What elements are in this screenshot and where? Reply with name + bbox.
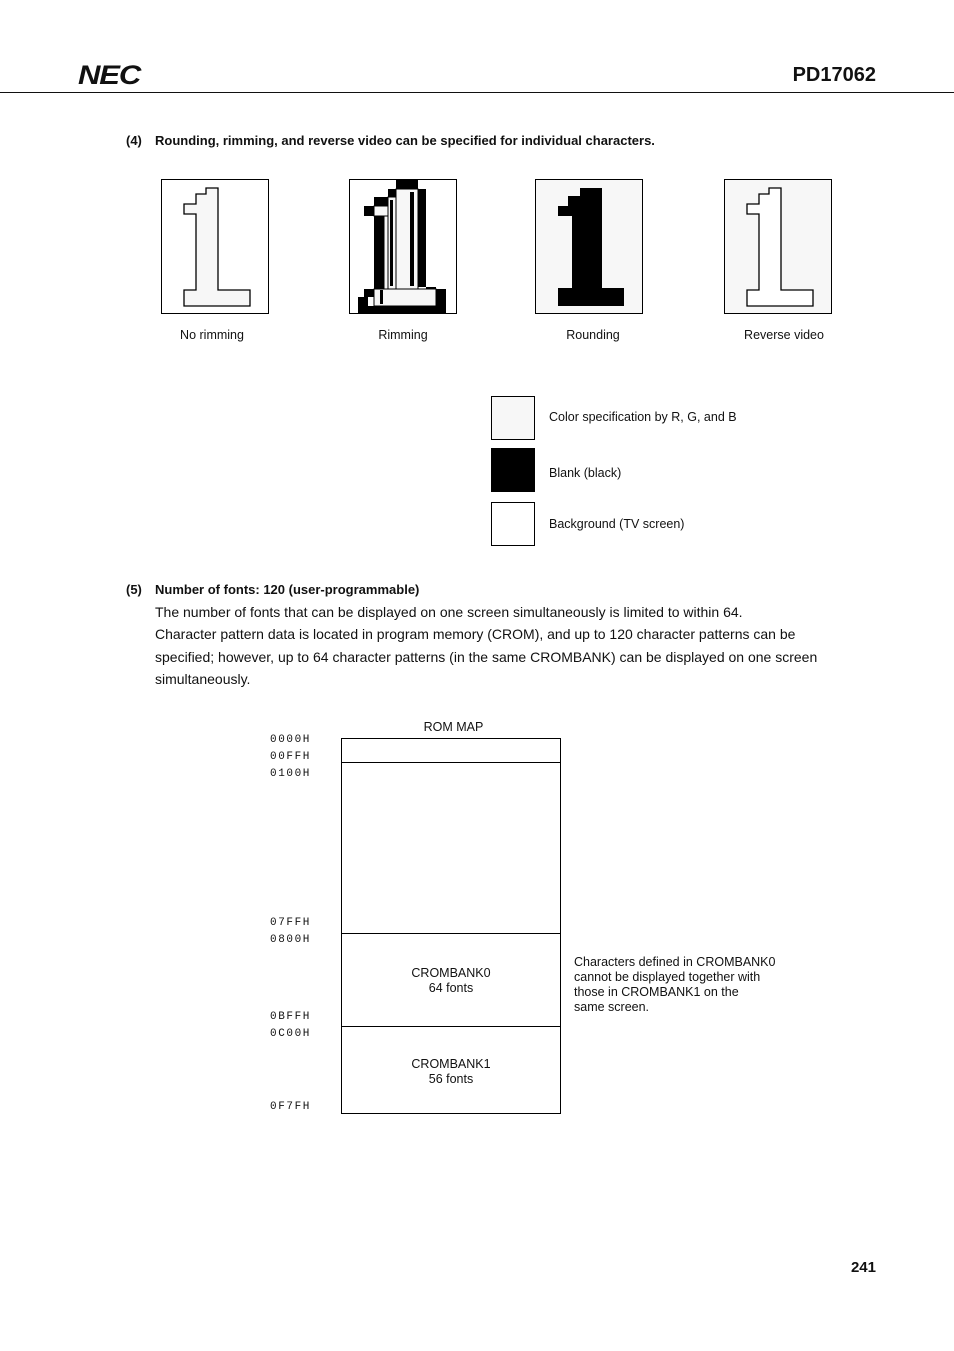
- crombank0-label: [341, 966, 561, 996]
- section-4-number: (4): [126, 133, 142, 148]
- address-label: 0C00H: [270, 1028, 312, 1040]
- address-label: 0000H: [270, 734, 312, 746]
- rom-divider: [341, 1026, 561, 1027]
- rom-divider: [341, 762, 561, 763]
- glyph-reverse-video: [724, 179, 832, 314]
- digit-one-outline-icon: [162, 180, 270, 315]
- address-label: 0F7FH: [270, 1101, 312, 1113]
- address-label: 0800H: [270, 934, 312, 946]
- paragraph-line: Character pattern data is located in program memory (CROM), and up to 120 character patterns can be: [155, 626, 796, 643]
- note-line: cannot be displayed together with: [574, 970, 761, 984]
- digit-one-rimmed-icon: [350, 180, 458, 315]
- caption-reverse-video: Reverse video: [744, 328, 824, 342]
- crombank0-name: CROMBANK0: [411, 966, 491, 980]
- caption-no-rimming: No rimming: [180, 328, 244, 342]
- header-rule: [0, 92, 954, 93]
- legend-swatch-blank: [491, 448, 535, 492]
- section-5-title: Number of fonts: 120 (user-programmable): [155, 582, 420, 597]
- crombank-note: [574, 955, 804, 1015]
- document-id: PD17062: [792, 64, 876, 86]
- crombank0-fonts: 64 fonts: [428, 981, 474, 995]
- note-line: same screen.: [574, 1000, 650, 1014]
- note-line: those in CROMBANK1 on the: [574, 985, 739, 999]
- section-4-title: Rounding, rimming, and reverse video can be specified for individual characters.: [155, 133, 655, 148]
- crombank1-name: CROMBANK1: [411, 1057, 491, 1071]
- legend-swatch-background: [491, 502, 535, 546]
- legend-label-background: Background (TV screen): [549, 517, 685, 531]
- note-line: Characters defined in CROMBANK0: [574, 955, 776, 969]
- paragraph-line: The number of fonts that can be displayed on one screen simultaneously is limited to within 64.: [155, 604, 743, 620]
- glyph-rounding: [535, 179, 643, 314]
- address-label: 07FFH: [270, 917, 312, 929]
- glyph-no-rimming: [161, 179, 269, 314]
- legend-label-blank: Blank (black): [549, 466, 622, 480]
- caption-rounding: Rounding: [566, 328, 620, 342]
- paragraph-line: specified; however, up to 64 character patterns (in the same CROMBANK) can be displayed on one screen: [155, 648, 818, 665]
- crombank1-label: [341, 1057, 561, 1087]
- address-label: 0BFFH: [270, 1011, 312, 1023]
- page-number: 241: [850, 1259, 876, 1276]
- section-5-paragraph: [155, 601, 885, 690]
- crombank1-fonts: 56 fonts: [428, 1072, 474, 1086]
- digit-one-reverse-icon: [725, 180, 833, 315]
- caption-rimming: Rimming: [378, 328, 428, 342]
- address-label: 00FFH: [270, 751, 312, 763]
- address-label: 0100H: [270, 768, 312, 780]
- section-5-number: (5): [126, 582, 142, 597]
- legend-label-rgb: Color specification by R, G, and B: [549, 410, 737, 424]
- glyph-rimming: [349, 179, 457, 314]
- digit-one-rounded-icon: [536, 180, 644, 315]
- paragraph-line: simultaneously.: [155, 670, 251, 687]
- nec-logo: NEC: [78, 60, 141, 90]
- rom-map-title: ROM MAP: [423, 720, 484, 734]
- rom-divider: [341, 933, 561, 934]
- legend-swatch-rgb: [491, 396, 535, 440]
